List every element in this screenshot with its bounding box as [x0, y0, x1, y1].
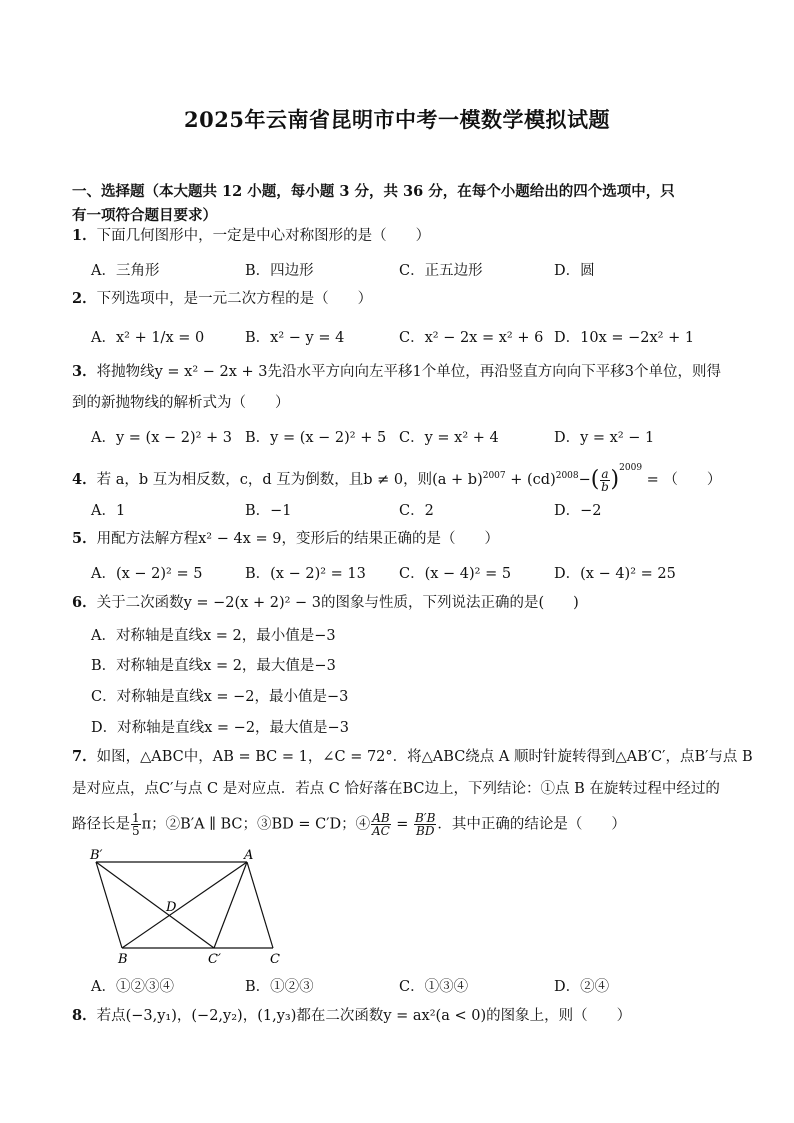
question-5 [72, 529, 724, 549]
question-number: 7． [72, 748, 97, 765]
segment-bprime-cprime [96, 862, 214, 948]
question-number: 2． [72, 290, 97, 307]
question-text-d: = （ ） [642, 472, 722, 488]
option-c: C．正五边形 [399, 263, 483, 279]
exponent-2: 2008 [555, 471, 579, 482]
question-number: 8． [72, 1007, 97, 1024]
q7-text-d: ．其中正确的结论是（ ） [437, 816, 626, 833]
option-a: A．①②③④ [91, 979, 174, 995]
question-text: 关于二次函数y = −2(x + 2)² − 3的图象与性质，下列说法正确的是( ) [96, 595, 579, 611]
option-d: D．②④ [554, 979, 610, 995]
option-d: D．y = x² − 1 [554, 430, 655, 446]
question-text-line1: 如图，△ABC中，AB = BC = 1，∠C = 72°．将△ABC绕点 A 顺时针旋转得到△AB′C′，点B′与点 B [96, 749, 753, 765]
option-d: D．−2 [554, 503, 602, 519]
exponent-1: 2007 [482, 471, 506, 482]
option-a: A．y = (x − 2)² + 3 [91, 430, 233, 446]
question-7-line2: 是对应点，点C′与点 C 是对应点．若点 C 恰好落在BC边上，下列结论：①点 B 在旋转过程中经过的 [72, 781, 720, 797]
option-c: C．①③④ [399, 979, 469, 995]
question-number: 6． [72, 594, 97, 611]
question-text-c: − [578, 472, 591, 488]
q7-text-c: = [391, 816, 414, 833]
question-6-option-c: C．对称轴是直线x = −2，最小值是−3 [91, 689, 349, 705]
question-4: 4．若 a，b 互为相反数，c，d 互为倒数，且b ≠ 0，则$(a + b)^{2007} + (cd)^{2008}-$( $\frac{a}{b}$ )$^{2009}$ = （ ） [72, 463, 722, 494]
question-2 [72, 289, 724, 309]
option-a: A．三角形 [91, 263, 160, 279]
segment-a-b [122, 862, 247, 948]
question-number: 3． [72, 363, 97, 380]
question-number: 5． [72, 530, 97, 547]
option-b: B．−1 [245, 503, 292, 519]
question-text: 下面几何图形中，一定是中心对称图形的是（ ） [96, 228, 431, 244]
question-6-option-d: D．对称轴是直线x = −2，最大值是−3 [91, 720, 349, 736]
question-text-b: + (cd) [505, 472, 556, 488]
question-text-line2: 到的新抛物线的解析式为（ ） [72, 395, 290, 411]
rotation-figure [86, 844, 296, 968]
question-text: 用配方法解方程x² − 4x = 9，变形后的结果正确的是（ ） [96, 531, 499, 547]
question-number: 4． [72, 471, 97, 488]
question-number: 1． [72, 227, 97, 244]
option-b: B．四边形 [245, 263, 314, 279]
question-1 [72, 226, 724, 246]
option-a: A．x² + 1/x = 0 [91, 330, 205, 346]
exponent-3: 2009 [619, 463, 643, 473]
question-7-line3 [72, 812, 724, 837]
question-3 [72, 362, 724, 413]
option-d: D．圆 [554, 263, 595, 279]
option-c: C．2 [399, 503, 434, 519]
label-c: C [270, 952, 280, 967]
label-d: D [166, 900, 177, 915]
question-8 [72, 1006, 724, 1026]
fraction-one-fifth: $\frac{1}{5}$ [132, 811, 140, 838]
question-text: 下列选项中，是一元二次方程的是（ ） [96, 291, 373, 307]
option-d: D．(x − 4)² = 25 [554, 566, 676, 582]
section-heading-line2: 有一项符合题目要求） [72, 207, 217, 224]
label-cprime: C′ [208, 952, 221, 967]
figure-lines [96, 862, 273, 948]
segment-a-cprime [214, 862, 247, 948]
option-d: D．10x = −2x² + 1 [554, 330, 695, 346]
question-text-a: 若 a，b 互为相反数，c，d 互为倒数，且b ≠ 0，则(a + b) [96, 472, 483, 488]
fraction-bb-over-bd: $\frac{B'B}{BD}$ [415, 811, 436, 838]
question-text: 若点(−3,y₁)，(−2,y₂)，(1,y₃)都在二次函数y = ax²(a < 0)的图象上，则（ ） [96, 1008, 632, 1024]
option-b: B．x² − y = 4 [245, 330, 345, 346]
option-a: A．1 [91, 503, 126, 519]
label-b: B [118, 952, 128, 967]
question-7 [72, 747, 753, 767]
label-bprime: B′ [90, 848, 103, 863]
page-title: 2025年云南省昆明市中考一模数学模拟试题 [184, 107, 610, 132]
question-text-line1: 将抛物线y = x² − 2x + 3先沿水平方向向左平移1个单位，再沿竖直方向向下平移3个单位，则得 [96, 364, 721, 380]
fraction-ab-over-ac: $\frac{AB}{AC}$ [372, 811, 390, 838]
option-b: B．(x − 2)² = 13 [245, 566, 366, 582]
section-heading [72, 180, 722, 228]
option-c: C．y = x² + 4 [399, 430, 499, 446]
question-6-option-b: B．对称轴是直线x = 2，最大值是−3 [91, 658, 336, 674]
option-b: B．y = (x − 2)² + 5 [245, 430, 387, 446]
option-a: A．(x − 2)² = 5 [91, 566, 203, 582]
segment-bprime-b [96, 862, 122, 948]
q7-text-a: 路径长是 [72, 816, 130, 833]
fraction-a-over-b: $\frac{a}{b}$ [601, 466, 609, 494]
q7-text-b: π；②B′A ∥ BC；③BD = C′D；④ [141, 816, 371, 833]
section-heading-line1: 一、选择题（本大题共 12 小题，每小题 3 分，共 36 分，在每个小题给出的四个选项中，只 [72, 183, 675, 200]
label-a: A [244, 848, 254, 863]
segment-a-c [247, 862, 273, 948]
option-c: C．x² − 2x = x² + 6 [399, 330, 544, 346]
option-c: C．(x − 4)² = 5 [399, 566, 512, 582]
option-b: B．①②③ [245, 979, 314, 995]
question-6-option-a: A．对称轴是直线x = 2，最小值是−3 [91, 628, 336, 644]
question-6 [72, 593, 724, 613]
